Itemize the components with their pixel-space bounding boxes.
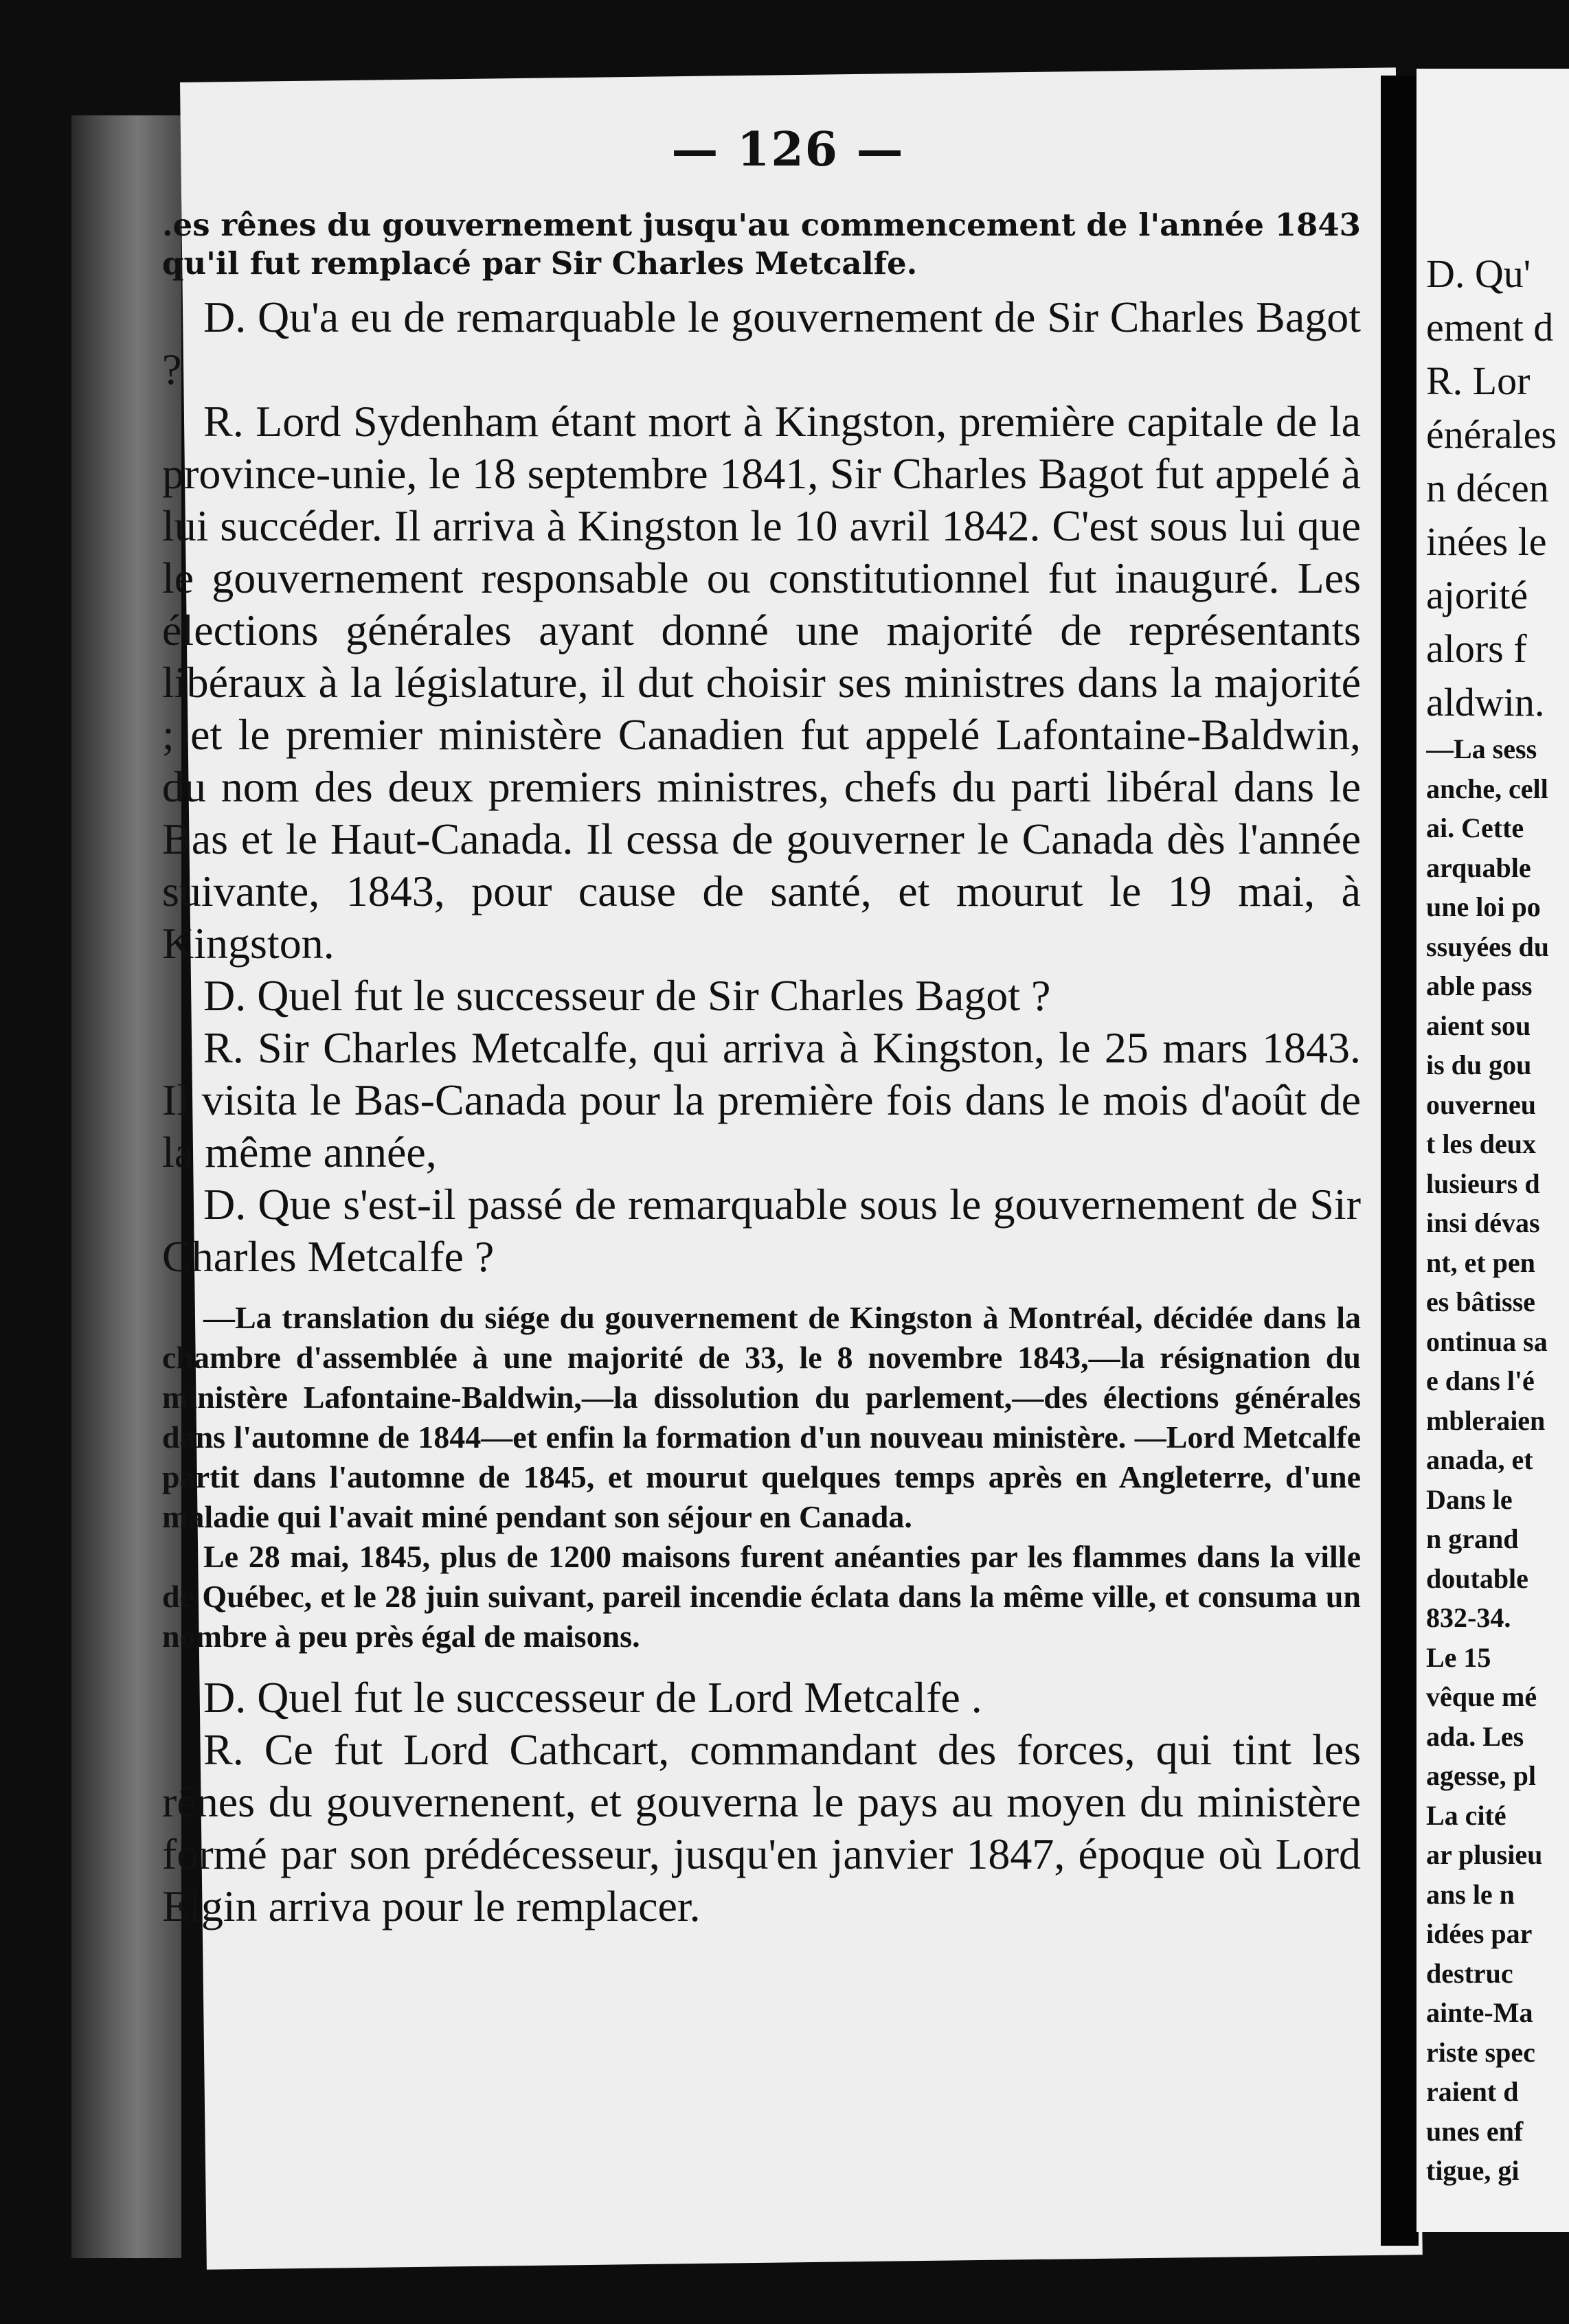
question: D. Que s'est-il passé de remarquable sous le gouvernement de Sir Charles Metcalfe ? — [162, 1180, 1361, 1281]
right-line: —La sess — [1426, 733, 1537, 764]
right-line: ans le n — [1426, 1878, 1515, 1910]
page-content — [162, 206, 1361, 1933]
question: D. Quel fut le successeur de Sir Charles Bagot ? — [203, 971, 1051, 1020]
right-line: ada. Les — [1426, 1720, 1524, 1752]
right-line: ajorité — [1426, 573, 1528, 617]
right-line: tigue, gi — [1426, 2155, 1520, 2186]
right-line: able pass — [1426, 970, 1533, 1001]
right-line: e dans l'é — [1426, 1365, 1535, 1396]
right-line: ssuyées du — [1426, 931, 1549, 962]
question: D. Qu'a eu de remarquable le gouvernement de Sir Charles Bagot ? — [162, 293, 1361, 394]
right-line: n décen — [1426, 466, 1549, 510]
right-line: vêque mé — [1426, 1681, 1537, 1712]
right-page-text — [1426, 247, 1569, 2191]
right-line: 832-34. — [1426, 1602, 1511, 1633]
right-line: ainte-Ma — [1426, 1997, 1533, 2028]
right-line: énérales — [1426, 412, 1557, 457]
right-line: unes enf — [1426, 2115, 1524, 2147]
right-line: arquable — [1426, 852, 1531, 883]
right-line: destruc — [1426, 1957, 1513, 1989]
right-line: nt, et pen — [1426, 1246, 1535, 1278]
right-line: anche, cell — [1426, 773, 1548, 804]
right-line: lusieurs d — [1426, 1167, 1540, 1199]
note-paragraph: —La translation du siége du gouvernement de Kingston à Montréal, décidée dans la chambre d'assemblée à une majorité de 33, le 8 novembre 1843,—la résignation du ministère Lafontaine-Baldwin,—la dissolution du parlement,—des élections générales dans l'automne de 1844—et enfin la formation d'un nouveau ministère. —Lord Metcalfe partit dans l'automne de 1845, et mourut quelques temps après en Angleterre, d'une maladie qui l'avait miné pendant son séjour en Canada. — [162, 1300, 1361, 1534]
right-line: aient sou — [1426, 1010, 1531, 1041]
right-line: anada, et — [1426, 1444, 1533, 1475]
answer: R. Ce fut Lord Cathcart, commandant des forces, qui tint les rênes du gouvernenent, et gouverna le pays au moyen du ministère formé par son prédécesseur, jusqu'en janvier 1847, époque où Lord Elgin arriva pour le remplacer. — [162, 1725, 1361, 1930]
right-line: une loi po — [1426, 891, 1541, 922]
right-line: idées par — [1426, 1918, 1533, 1949]
answer: R. Lord Sydenham étant mort à Kingston, première capitale de la province-unie, le 18 septembre 1841, Sir Charles Bagot fut appelé à lui succéder. Il arriva à Kingston le 10 avril 1842. C'est sous lui que le gouvernement responsable ou constitutionnel fut inauguré. Les élections générales ayant donné une majorité de représentants libéraux à la législature, il dut choisir ses ministres dans la majorité ; et le premier ministère Canadien fut appelé Lafontaine-Baldwin, du nom des deux premiers ministres, chefs du parti libéral dans le Bas et le Haut-Canada. Il cessa de gouverner le Canada dès l'année suivante, 1843, pour cause de santé, et mourut le 19 mai, à Kingston. — [162, 397, 1361, 968]
right-line: ontinua sa — [1426, 1325, 1548, 1357]
right-line: is du gou — [1426, 1049, 1532, 1080]
right-line: agesse, pl — [1426, 1760, 1536, 1791]
right-line: Dans le — [1426, 1483, 1513, 1515]
page-number: — 126 — — [671, 122, 905, 177]
right-line: aldwin. — [1426, 680, 1545, 725]
right-line: alors f — [1426, 626, 1527, 671]
right-line: ai. Cette — [1426, 812, 1524, 843]
page-gutter — [1381, 76, 1419, 2246]
right-line: La cité — [1426, 1799, 1506, 1831]
note-paragraph: Le 28 mai, 1845, plus de 1200 maisons furent anéanties par les flammes dans la ville de Québec, et le 28 juin suivant, pareil incendie éclata dans la même ville, et consuma un nombre à peu près égal de maisons. — [162, 1539, 1361, 1654]
right-page — [1416, 69, 1569, 2232]
right-line: doutable — [1426, 1562, 1528, 1594]
right-line: Le 15 — [1426, 1641, 1491, 1673]
right-line: riste spec — [1426, 2036, 1535, 2068]
right-line: ouverneu — [1426, 1089, 1536, 1120]
right-line: inées le — [1426, 519, 1547, 564]
right-line: R. Lor — [1426, 358, 1531, 403]
right-line: t les deux — [1426, 1128, 1536, 1159]
right-line: raient d — [1426, 2076, 1519, 2107]
right-line: n grand — [1426, 1523, 1519, 1554]
intro-text: .es rênes du gouvernement jusqu'au commencement de l'année 1843 qu'il fut remplacé par Sir Charles Metcalfe. — [162, 207, 1361, 282]
question: D. Quel fut le successeur de Lord Metcalfe . — [203, 1673, 982, 1722]
right-line: insi dévas — [1426, 1207, 1540, 1238]
answer: R. Sir Charles Metcalfe, qui arriva à Kingston, le 25 mars 1843. Il visita le Bas-Canada pour la première fois dans le mois d'août de la même année, — [162, 1023, 1361, 1176]
right-line: es bâtisse — [1426, 1286, 1535, 1317]
right-line: D. Qu' — [1426, 251, 1531, 296]
right-line: mbleraien — [1426, 1404, 1546, 1436]
right-line: ar plusieu — [1426, 1839, 1543, 1870]
right-line: ement d — [1426, 305, 1554, 350]
